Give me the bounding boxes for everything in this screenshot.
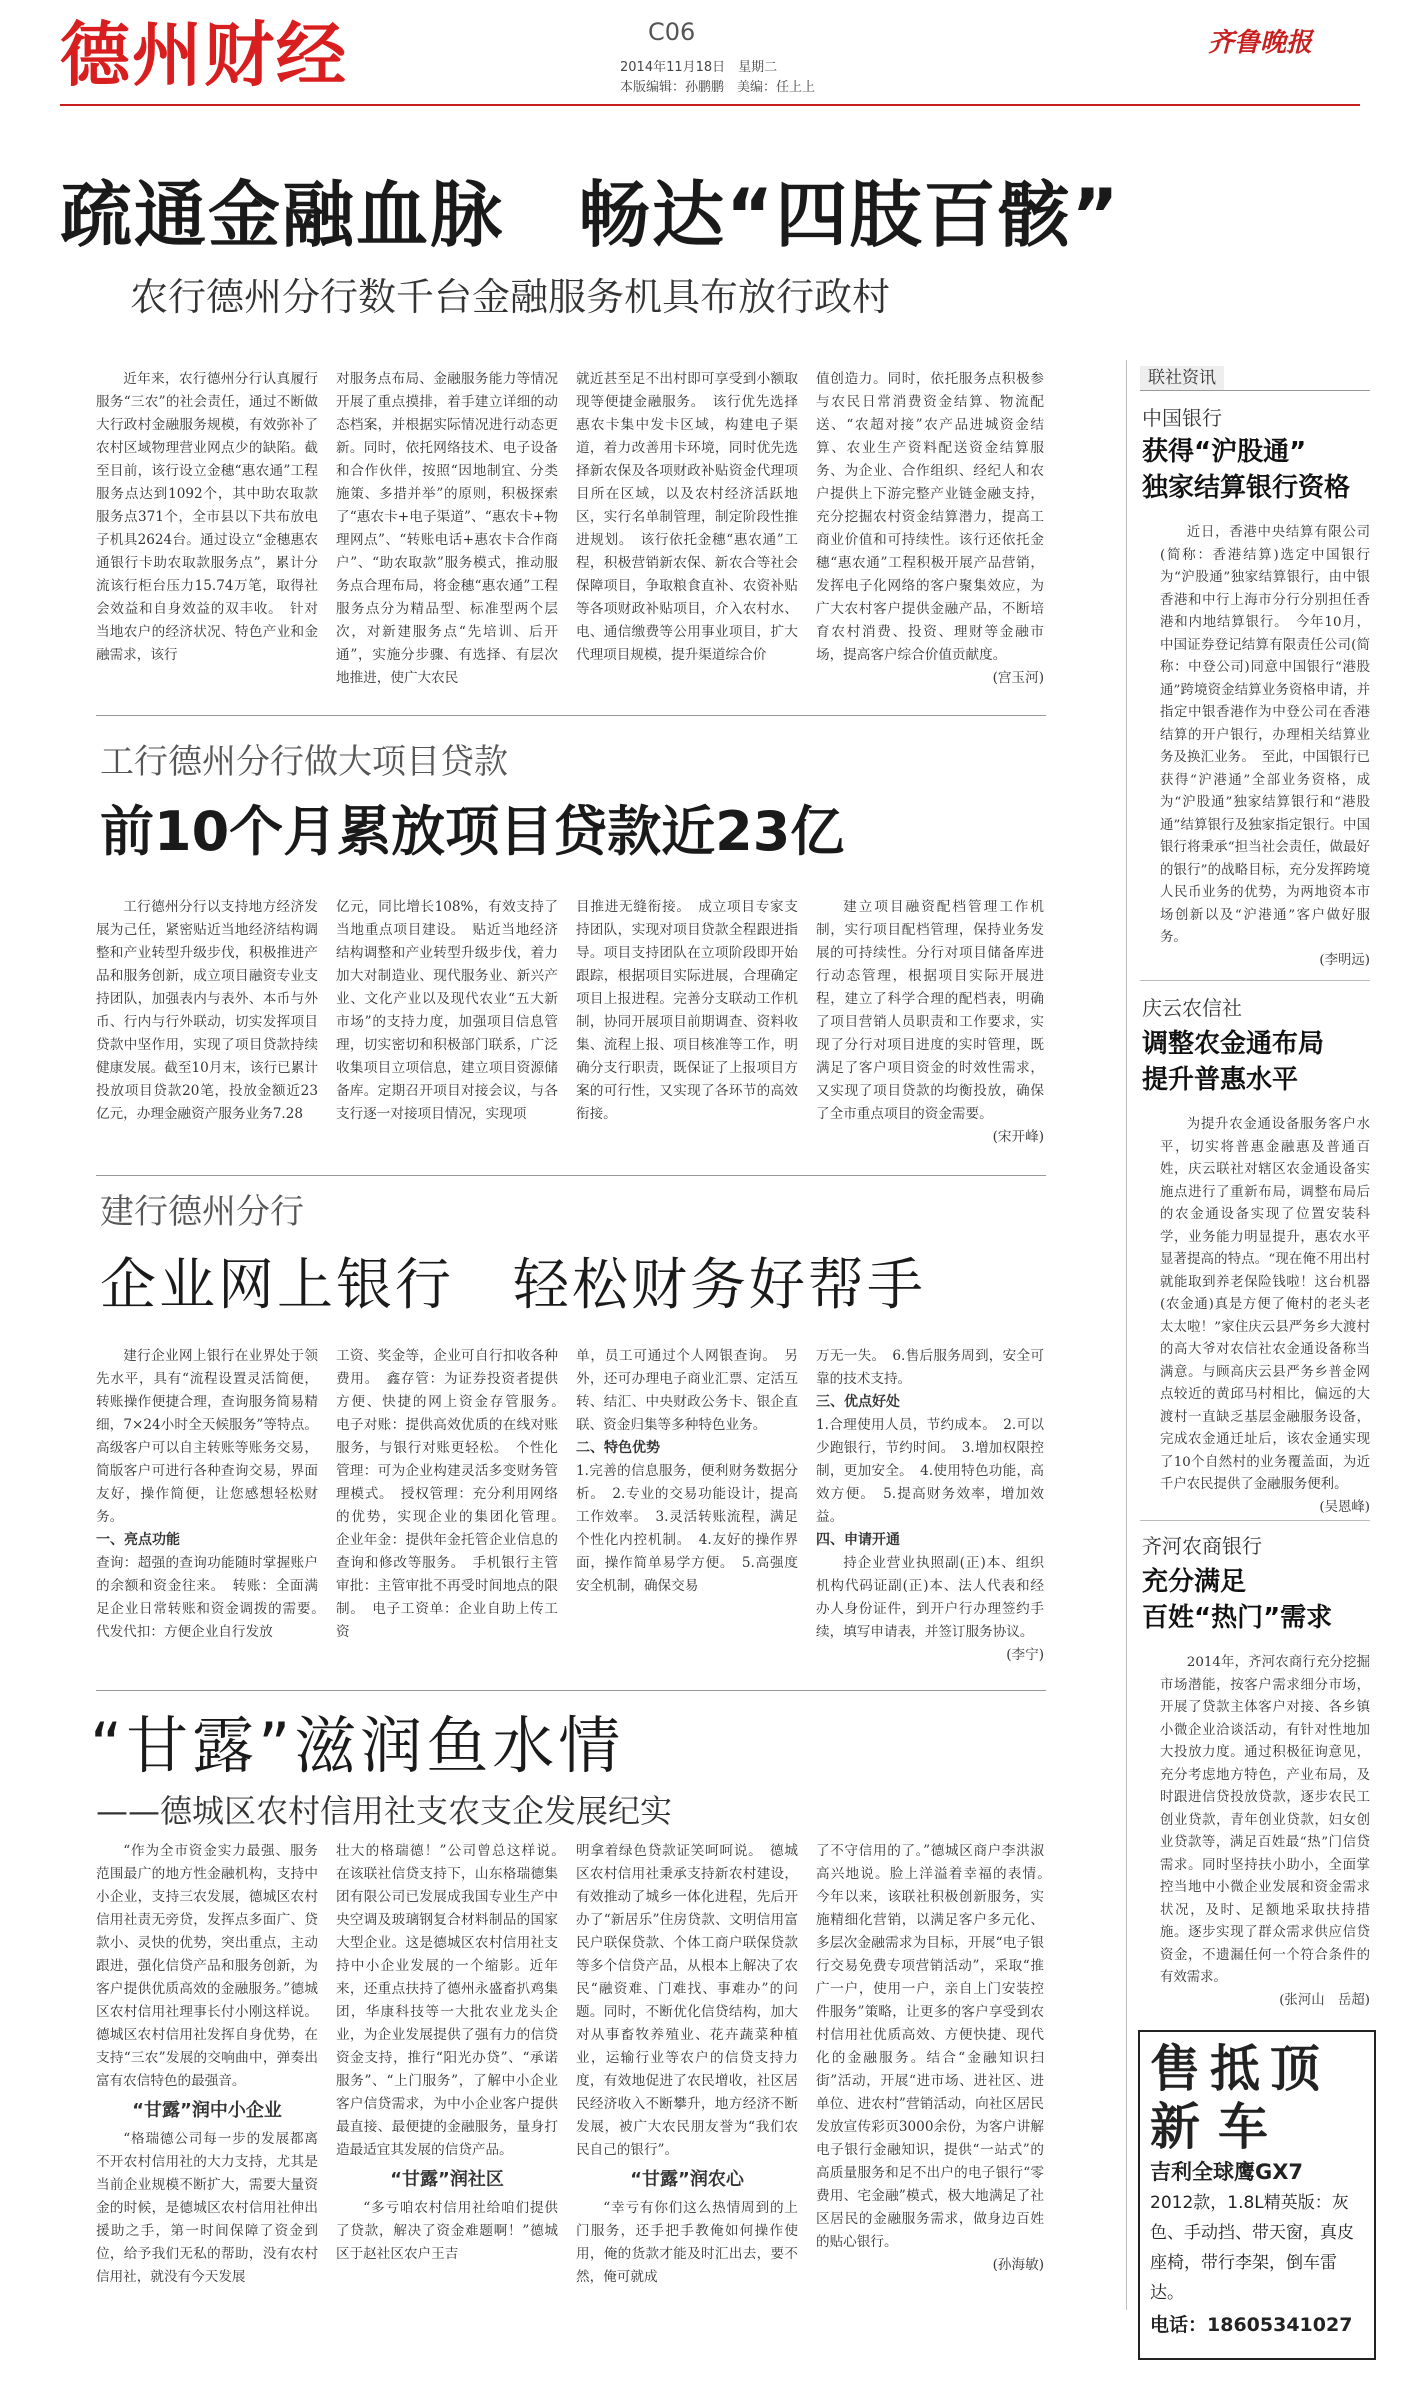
ccb-byline: (李宁) (1006, 1647, 1044, 1663)
icbc-kicker: 工行德州分行做大项目贷款 (100, 742, 508, 782)
lead-column-2 (336, 368, 558, 698)
icbc-column-2 (336, 896, 558, 1161)
ccb-text-1b: 查询：超强的查询功能随时掌握账户的余额和资金往来。 转账：全面满足企业日常转账和资金调拨的需要。 代发代扣：方便企业自行发放 (96, 1555, 332, 1640)
ccb-text-3b: 1.完善的信息服务，便利财务数据分析。 2.专业的交易功能设计，提高工作效率。 3.灵活转账流程，满足个性化内控机制。 4.友好的操作界面，操作简单易学方便。 5.高强度安全机制，确保交易 (576, 1463, 798, 1594)
lead-text-1: 近年来，农行德州分行认真履行服务“三农”的社会责任，通过不断做大行政村金融服务规模，有效弥补了农村区域物理营业网点少的缺陷。截至目前，该行设立金穗“惠农通”工程服务点达到1092个，其中助农取款服务点371个，全市县以下共布放电子机具2624台。通过设立“金穗惠农通银行卡助农取款服务点”，累计分流该行柜台压力15.74万笔，取得社会效益和自身效益的双丰收。 针对当地农户的经济状况、特色产业和金融需求，该行 (96, 371, 318, 663)
sidebar-item-3-source: 齐河农商银行 (1142, 1534, 1262, 1558)
sidebar-item-3-body (1160, 1652, 1370, 2020)
sidebar-divider-1 (1140, 980, 1370, 981)
sidebar-item-1-title-1: 获得“沪股通” (1142, 437, 1307, 467)
ccb-heading-1: 一、亮点功能 (96, 1532, 180, 1548)
rural-column-2 (336, 1840, 572, 2360)
ccb-text-4a: 万无一失。 6.售后服务周到，安全可靠的技术支持。 (816, 1348, 1044, 1387)
icbc-text-4: 建立项目融资配档管理工作机制，实行项目配档管理，保持业务发展的可持续性。分行对项目储备库进行动态管理，根据项目实际开展进程，建立了科学合理的配档表，明确了项目营销人员职责和工作要求，实现了分行对项目进度的实时管理，既满足了客户项目资金的时效性需求，又实现了项目贷款的均衡投放，确保了全市重点项目的资金需要。 (816, 899, 1044, 1122)
rural-text-4: 了不守信用的了。”德城区商户李洪淑高兴地说。脸上洋溢着幸福的表情。 今年以来，该联社积极创新服务，实施精细化营销，以满足客户多元化、多层次金融需求为目标，开展“电子银行交易免费专项营销活动”，采取“推广一户，使用一户，亲自上门安装控件服务”策略，让更多的客户享受到农村信用社优质高效、方便快捷、现代化的金融服务。结合“金融知识扫街”活动，开展“进市场、进社区、进单位、进农村”营销活动，向社区居民发放宣传彩页3000余份，为客户讲解电子银行金融知识，提供“一站式”的高质量服务和足不出户的电子银行“零费用、宅金融”模式，极大地满足了社区居民的金融服务需求，做身边百姓的贴心银行。 (816, 1843, 1058, 2250)
rural-column-1 (96, 1840, 318, 2360)
ad-headline-2: 新车 (1150, 2098, 1286, 2156)
sidebar-item-3-byline: (张河山 岳超) (1279, 1992, 1370, 2008)
divider-2 (96, 1175, 1046, 1176)
lead-text-2: 对服务点布局、金融服务能力等情况开展了重点摸排，着手建立详细的动态档案，并根据实际情况进行动态更新。同时，依托网络技术、电子设备和合作伙伴，按照“因地制宜、分类施策、多措并举”的原则，积极探索了“惠农卡+电子渠道”、“惠农卡+物理网点”、“转账电话+惠农卡合作商户”、“助农取款”服务模式，推动服务点合理布局，将金穗“惠农通”工程服务点分为精品型、标准型两个层次，对新建服务点“先培训、后开通”，实施分步骤、有选择、有层次地推进，使广大农民 (336, 371, 558, 686)
ad-model: 吉利全球鹰GX7 (1150, 2160, 1304, 2184)
lead-subhead: 农行德州分行数千台金融服务机具布放行政村 (130, 275, 891, 319)
ccb-text-2: 工资、奖金等，企业可自行扣收各种费用。 鑫存管：为证券投资者提供方便、快捷的网上资金存管服务。 电子对账：提供高效优质的在线对账服务，与银行对账更轻松。 个性化管理：可为企业构建灵活多变财务管理模式。 授权管理：充分利用网络的优势，实现企业的集团化管理。 企业年金：提供年金托管企业信息的查询和修改等服务。 手机银行主管审批：主管审批不再受时间地点的限制。 电子工资单：企业自助上传工资 (336, 1348, 572, 1640)
icbc-text-1: 工行德州分行以支持地方经济发展为己任，紧密贴近当地经济结构调整和产业转型升级步伐，积极推进产品和服务创新，成立项目融资专业支持团队，加强表内与表外、本币与外币、行内与行外联动，切实发挥项目贷款中坚作用，实现了项目贷款持续健康发展。截至10月末，该行已累计投放项目贷款20笔，投放金额近23亿元，办理金融资产服务业务7.28 (96, 899, 318, 1122)
rural-subhead: ——德城区农村信用社支农支企发展纪实 (96, 1792, 673, 1830)
page-number: C06 (648, 18, 696, 46)
sidebar-item-3-text: 2014年，齐河农商行充分挖掘市场潜能，按客户需求细分市场，开展了贷款主体客户对接、各乡镇小微企业洽谈活动，有针对性地加大投放力度。通过积极征询意见，充分考虑地方特色，产业布局，及时跟进信贷投放贷款，逐步农民工创业贷款，青年创业贷款，妇女创业贷款等，满足百姓最“热”门信贷需求。同时坚持扶小助小，全面掌控当地中小微企业发展和资金需求状况，及时、足额地采取扶持措施。逐步实现了群众需求供应信贷资金，不遗漏任何一个符合条件的有效需求。 (1160, 1655, 1370, 1985)
sidebar-item-3-title-2: 百姓“热门”需求 (1142, 1603, 1333, 1633)
icbc-column-3 (576, 896, 798, 1161)
lead-column-4 (816, 368, 1044, 698)
sidebar-item-1-text: 近日，香港中央结算有限公司(简称：香港结算)选定中国银行为“沪股通”独家结算银行，由中银香港和中行上海市分行分别担任香港和内地结算银行。 今年10月，中国证券登记结算有限责任公司(简称：中登公司)同意中国银行“港股通”跨境资金结算业务资格申请，并指定中银香港作为中登公司在香港结算的开户银行，办理相关结算业务及换汇业务。 至此，中国银行已获得“沪港通”全部业务资格，成为“沪股通”独家结算银行和“港股通”结算银行及独家指定银行。中国银行将秉承“担当社会责任，做最好的银行”的战略目标，充分发挥跨境人民币业务的优势，为两地资本市场创新以及“沪港通”客户做好服务。 (1160, 525, 1370, 945)
ccb-column-2 (336, 1345, 572, 1675)
rural-column-3 (576, 1840, 798, 2360)
icbc-headline: 前10个月累放项目贷款近23亿 (100, 800, 845, 863)
ccb-text-4c: 持企业营业执照副(正)本、组织机构代码证副(正)本、法人代表和经办人身份证件，到开户行办理签约手续，填写申请表，并签订服务协议。 (816, 1555, 1044, 1640)
rural-text-1b: “格瑞德公司每一步的发展都离不开农村信用社的大力支持，尤其是当前企业规模不断扩大，需要大量资金的时候，是德城区农村信用社伸出援助之手，第一时间保障了资金到位，给予我们无私的帮助，没有农村信用社，就没有今天发展 (96, 2131, 318, 2285)
ccb-text-3a: 单，员工可通过个人网银查询。 另外，还可办理电子商业汇票、定活互转、结汇、中央财政公务卡、银企直联、资金归集等多种特色业务。 (576, 1348, 798, 1433)
icbc-text-2: 亿元，同比增长108%，有效支持了当地重点项目建设。 贴近当地经济结构调整和产业转型升级步伐，着力加大对制造业、现代服务业、新兴产业、文化产业以及现代农业“五大新市场”的支持力度，加强项目信息管理，切实密切和积极部门联系，广泛收集项目立项信息，建立项目资源储备库。定期召开项目对接会议，与各支行逐一对接项目情况，实现项 (336, 899, 558, 1122)
ad-headline-1: 售抵顶 (1150, 2040, 1330, 2098)
sidebar-item-2-body (1160, 1114, 1370, 1514)
divider-1 (96, 715, 1046, 716)
ccb-heading-2: 二、特色优势 (576, 1440, 660, 1456)
sidebar-divider-2 (1140, 1520, 1370, 1521)
icbc-column-1 (96, 896, 318, 1161)
lead-byline: (宫玉河) (992, 670, 1044, 686)
sidebar-item-1-byline: (李明远) (1319, 952, 1370, 968)
lead-column-1 (96, 368, 318, 698)
paper-logo: 齐鲁晚报 (1208, 28, 1313, 58)
sidebar-item-2-byline: (吴恩峰) (1319, 1499, 1370, 1515)
editor-line: 本版编辑：孙鹏鹏 美编：任上上 (620, 80, 816, 95)
masthead-rule (60, 104, 1360, 106)
sidebar-header: 联社资讯 (1140, 366, 1224, 390)
lead-text-4: 值创造力。同时，依托服务点积极参与农民日常消费资金结算、物流配送、“农超对接”农产品进城资金结算、农业生产资料配送资金结算服务、为企业、合作组织、经纪人和农户提供上下游完整产业链金融支持，充分挖掘农村资金结算潜力，提高工商业价值和可持续性。该行还依托金穗“惠农通”工程积极开展产品营销，发挥电子化网络的客户聚集效应，为广大农村客户提供金融产品，不断培育农村消费、投资、理财等金融市场，提高客户综合价值贡献度。 (816, 371, 1044, 663)
ad-phone: 电话：18605341027 (1150, 2314, 1353, 2336)
rural-text-1a: “作为全市资金实力最强、服务范围最广的地方性金融机构，支持中小企业，支持三农发展，德城区农村信用社责无旁贷，发挥点多面广、贷款小、灵快的优势，突出重点，主动跟进，强化信贷产品和服务创新，为客户提供优质高效的金融服务。”德城区农村信用社理事长付小刚这样说。德城区农村信用社发挥自身优势，在支持“三农”发展的交响曲中，弹奏出富有农信特色的最强音。 (96, 1843, 318, 2089)
sidebar-item-1-body (1160, 522, 1370, 967)
rural-text-3a: 明拿着绿色贷款证笑呵呵说。 德城区农村信用社秉承支持新农村建设，有效推动了城乡一体化进程，先后开办了“新居乐”住房贷款、文明信用富民户联保贷款、个体工商户联保贷款等多个信贷产品，从根本上解决了农民“融资难、门难找、事难办”的问题。同时，不断优化信贷结构，加大对从事畜牧养殖业、花卉蔬菜种植业，运输行业等农户的信贷支持力度，有效地促进了农民增收，社区居民经济收入不断攀升，地方经济不断发展，被广大农民朋友誉为“我们农民自己的银行”。 (576, 1843, 798, 2158)
icbc-column-4 (816, 896, 1044, 1161)
ccb-kicker: 建行德州分行 (100, 1192, 304, 1232)
sidebar-rule (1126, 360, 1127, 2310)
ccb-column-1 (96, 1345, 332, 1675)
divider-3 (96, 1690, 1046, 1691)
lead-headline: 疏通金融血脉 畅达“四肢百骸” (60, 173, 1121, 257)
classified-ad (1138, 2030, 1376, 2360)
masthead (0, 0, 1409, 110)
ccb-text-4b: 1.合理使用人员，节约成本。 2.可以少跑银行，节约时间。 3.增加权限控制，更加安全。 4.使用特色功能，高效方便。 5.提高财务效率，增加效益。 (816, 1417, 1044, 1525)
ad-spec: 2012款，1.8L精英版：灰色、手动挡、带天窗，真皮座椅，带行李架，倒车雷达。 (1150, 2193, 1354, 2303)
rural-byline: (孙海敏) (992, 2257, 1044, 2273)
rural-caption-1: “甘露”润中小企业 (132, 2100, 282, 2121)
ccb-heading-3: 三、优点好处 (816, 1394, 900, 1410)
rural-text-2b: “多亏咱农村信用社给咱们提供了贷款，解决了资金难题啊！”德城区于赵社区农户王吉 (336, 2200, 558, 2262)
sidebar-item-3-title-1: 充分满足 (1142, 1567, 1247, 1597)
rural-text-3b: “幸亏有你们这么热情周到的上门服务，还手把手教俺如何操作使用，俺的货款才能及时汇出去，要不然，俺可就成 (576, 2200, 798, 2285)
icbc-text-3: 目推进无缝衔接。 成立项目专家支持团队，实现对项目贷款全程跟进指导。项目支持团队在立项阶段即开始跟踪，根据项目实际进展，合理确定项目上报进程。完善分支联动工作机制，协同开展项目前期调查、资料收集、流程上报、项目核准等工作，明确分支行职责，既保证了上报项目方案的可行性，又实现了各环节的高效衔接。 (576, 899, 798, 1122)
sidebar-item-2-text: 为提升农金通设备服务客户水平，切实将普惠金融惠及普通百姓，庆云联社对辖区农金通设备实施点进行了重新布局，调整布局后的农金通设备实现了位置安装科学，业务能力明显提升，惠农水平显著提高的特点。“现在俺不用出村就能取到养老保险钱啦！这台机器(农金通)真是方便了俺村的老头老太太啦！”家住庆云县严务乡大渡村的高大爷对农信社农金通设备称当满意。与顾高庆云县严务乡普金网点较近的黄邱马村相比，偏远的大渡村一直缺乏基层金融服务设备，完成农金通迁址后，该农金通实现了10个自然村的业务覆盖面，为近千户农民提供了金融服务便利。 (1160, 1117, 1370, 1492)
section-title: 德州财经 (60, 14, 348, 96)
rural-headline: “甘露”滋润鱼水情 (90, 1709, 625, 1782)
ccb-text-1a: 建行企业网上银行在业界处于领先水平，具有“流程设置灵活简便，转账操作便捷合理，查询服务简易精细，7×24小时全天候服务”等特点。高级客户可以自主转账等账务交易，简版客户可进行各种查询交易，界面友好，操作简便，让您感想轻松财务。 (96, 1348, 318, 1525)
ccb-column-4 (816, 1345, 1044, 1675)
lead-text-3: 就近甚至足不出村即可享受到小额取现等便捷金融服务。 该行优先选择惠农卡集中发卡区域，构建电子渠道，着力改善用卡环境，同时优先选择新农保及各项财政补贴资金代理项目所在区域，以及农村经济活跃地区，实行名单制管理，制定阶段性推进规划。 该行依托金穗“惠农通”工程，积极营销新农保、新农合等社会保障项目，争取粮食直补、农资补贴等各项财政补贴项目，介入农村水、电、通信缴费等公用事业项目，扩大代理项目规模，提升渠道综合价 (576, 371, 798, 663)
sidebar-item-1-source: 中国银行 (1142, 406, 1222, 430)
ccb-headline: 企业网上银行 轻松财务好帮手 (100, 1253, 926, 1318)
ccb-column-3 (576, 1345, 798, 1675)
sidebar-item-1-title-2: 独家结算银行资格 (1142, 473, 1351, 503)
sidebar-header-bar (1140, 363, 1370, 391)
rural-caption-3: “甘露”润农心 (630, 2169, 744, 2190)
ccb-heading-4: 四、申请开通 (816, 1532, 900, 1548)
icbc-byline: (宋开峰) (992, 1129, 1044, 1145)
date-line: 2014年11月18日 星期二 (620, 60, 778, 75)
rural-caption-2: “甘露”润社区 (390, 2169, 504, 2190)
rural-column-4 (816, 1840, 1058, 2360)
rural-text-2a: 壮大的格瑞德！”公司曾总这样说。 在该联社信贷支持下，山东格瑞德集团有限公司已发展成我国专业生产中央空调及玻璃钢复合材料制品的国家大型企业。这是德城区农村信用社支持中小企业发展的一个缩影。近年来，还重点扶持了德州永盛畜扒鸡集团，华康科技等一大批农业龙头企业，为企业发展提供了强有力的信贷资金支持，推行“阳光办贷”、“承诺服务”、“上门服务”，了解中小企业客户信贷需求，为中小企业客户提供最直接、最便捷的金融服务，量身打造最适宜其发展的信贷产品。 (336, 1843, 572, 2158)
sidebar-item-2-source: 庆云农信社 (1142, 996, 1242, 1020)
sidebar-item-2-title-2: 提升普惠水平 (1142, 1065, 1299, 1095)
sidebar-item-2-title-1: 调整农金通布局 (1142, 1029, 1325, 1059)
lead-column-3 (576, 368, 798, 698)
